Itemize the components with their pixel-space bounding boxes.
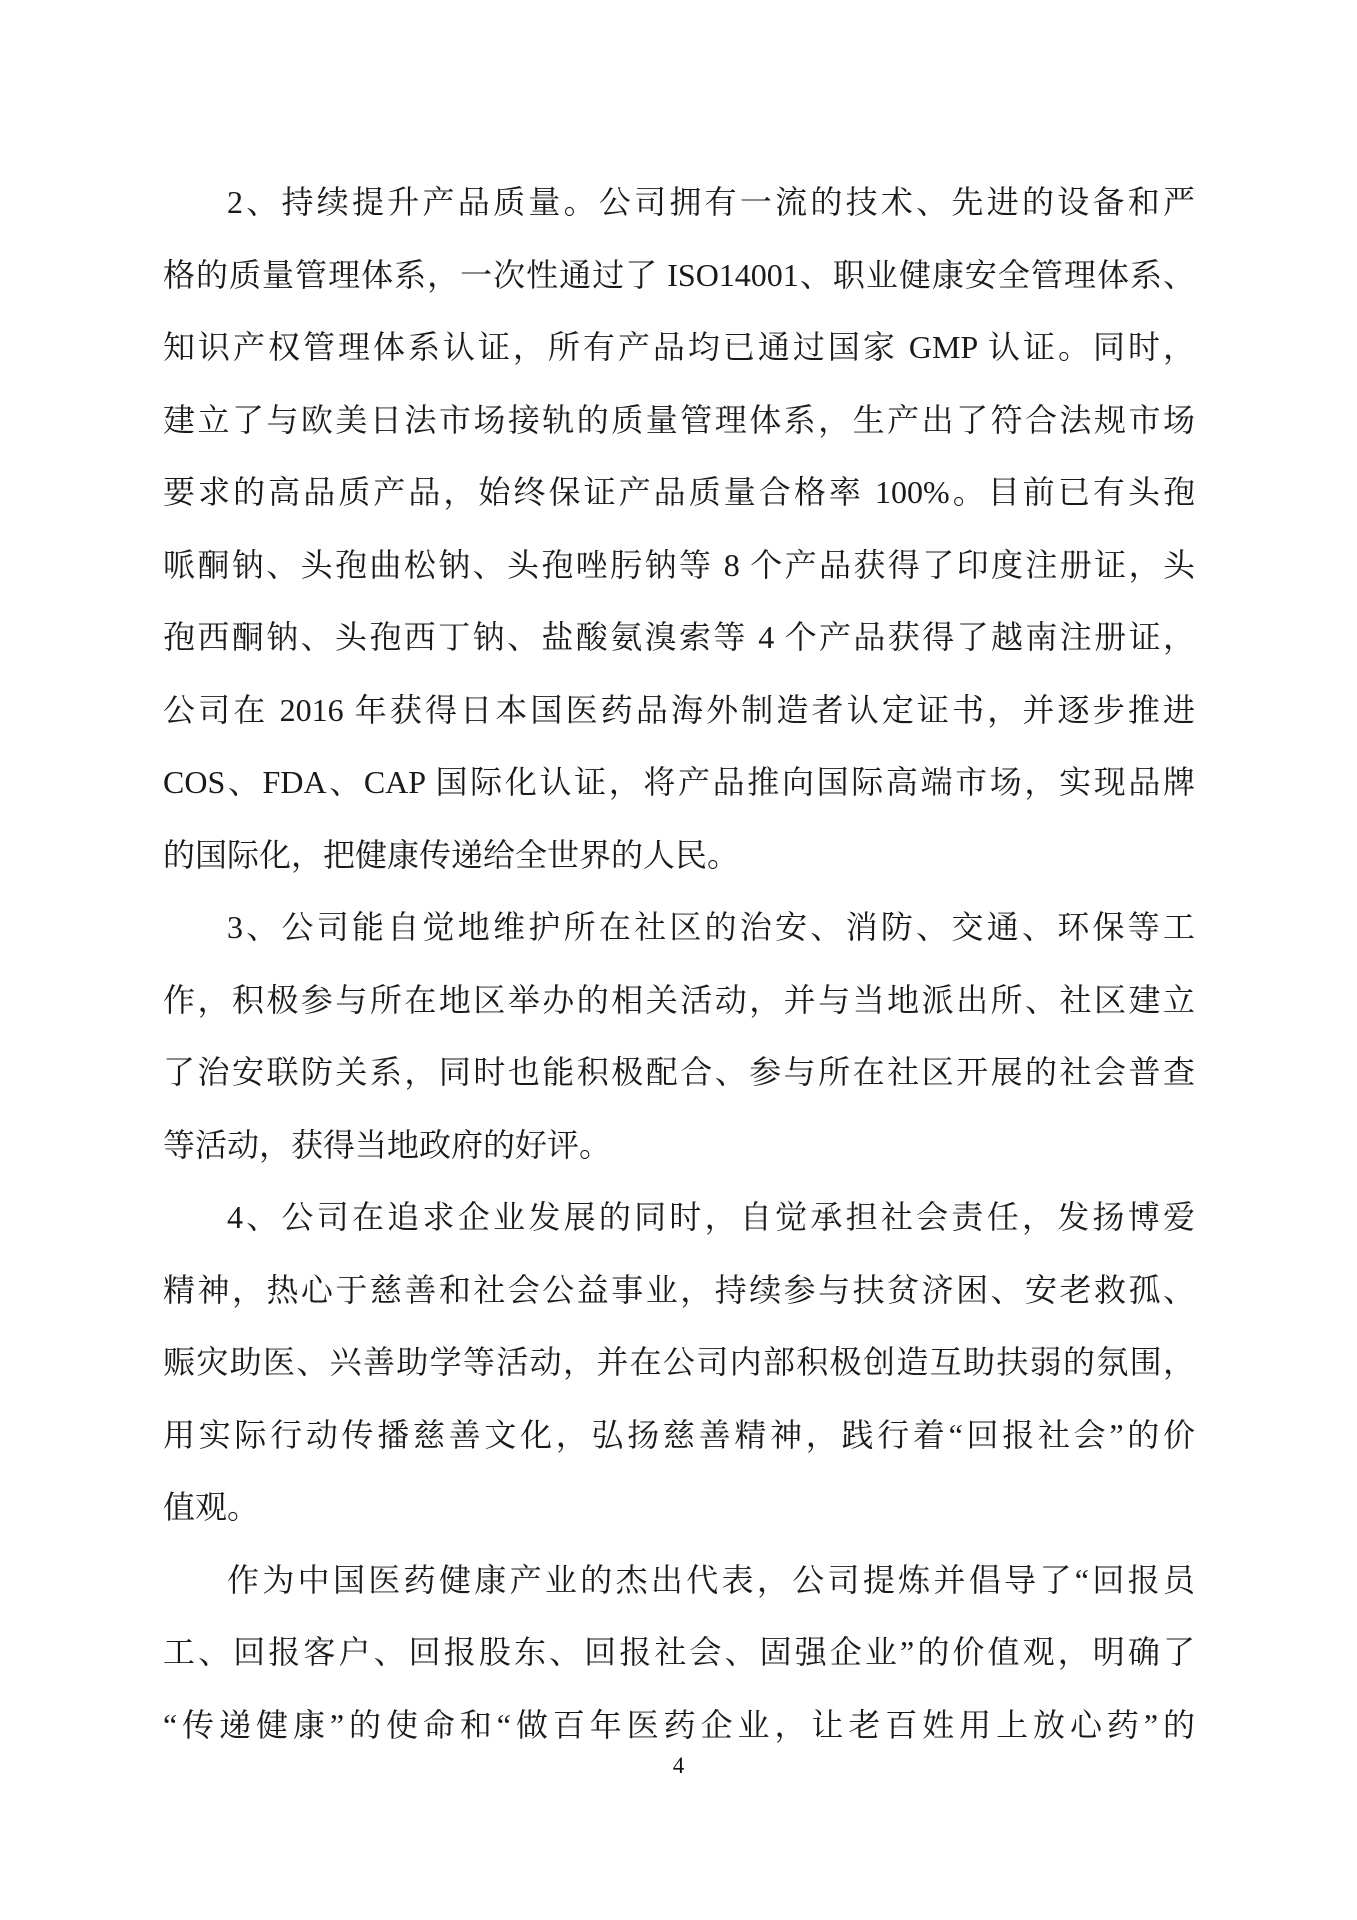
text-line: 赈灾助医、兴善助学等活动，并在公司内部积极创造互助扶弱的氛围， xyxy=(163,1344,1195,1380)
text-line: 用实际行动传播慈善文化，弘扬慈善精神，践行着“回报社会”的价 xyxy=(163,1416,1195,1453)
text-line: 作，积极参与所在地区举办的相关活动，并与当地派出所、社区建立 xyxy=(163,981,1195,1018)
text-line: 的国际化，把健康传递给全世界的人民。 xyxy=(163,836,740,873)
text-line: 知识产权管理体系认证，所有产品均已通过国家 GMP 认证。同时， xyxy=(163,329,1195,365)
text-line: 精神，热心于慈善和社会公益事业，持续参与扶贫济困、安老救孤、 xyxy=(163,1271,1195,1308)
text-line: 哌酮钠、头孢曲松钠、头孢唑肟钠等 8 个产品获得了印度注册证，头 xyxy=(163,546,1195,583)
text-line: 建立了与欧美日法市场接轨的质量管理体系，生产出了符合法规市场 xyxy=(163,401,1195,438)
page-number: 4 xyxy=(672,1753,685,1778)
text-line: 3、公司能自觉地维护所在社区的治安、消防、交通、环保等工 xyxy=(227,909,1195,945)
text-line: COS、FDA、CAP 国际化认证，将产品推向国际高端市场，实现品牌 xyxy=(163,764,1195,800)
text-line: 要求的高品质产品，始终保证产品质量合格率 100%。目前已有头孢 xyxy=(163,474,1195,510)
para-4-social-responsibility xyxy=(163,1181,1195,1544)
text-line: 等活动，获得当地政府的好评。 xyxy=(163,1126,612,1163)
text-line: 作为中国医药健康产业的杰出代表，公司提炼并倡导了“回报员 xyxy=(227,1561,1195,1598)
text-line: 2、持续提升产品质量。公司拥有一流的技术、先进的设备和严 xyxy=(227,184,1195,220)
text-line: 值观。 xyxy=(163,1489,260,1525)
para-2-product-quality xyxy=(163,166,1195,891)
document-body xyxy=(163,166,1195,1761)
text-line: 格的质量管理体系，一次性通过了 ISO14001、职业健康安全管理体系、 xyxy=(163,256,1195,293)
text-line: 孢西酮钠、头孢西丁钠、盐酸氨溴索等 4 个产品获得了越南注册证， xyxy=(163,619,1195,655)
text-line: 公司在 2016 年获得日本国医药品海外制造者认定证书，并逐步推进 xyxy=(163,691,1195,728)
text-line: 4、公司在追求企业发展的同时，自觉承担社会责任，发扬博爱 xyxy=(227,1199,1195,1235)
text-line: 工、回报客户、回报股东、回报社会、固强企业”的价值观，明确了 xyxy=(163,1634,1195,1670)
text-line: 了治安联防关系，同时也能积极配合、参与所在社区开展的社会普查 xyxy=(163,1054,1195,1090)
para-3-community xyxy=(163,891,1195,1181)
para-values xyxy=(163,1544,1195,1762)
text-line: “传递健康”的使命和“做百年医药企业，让老百姓用上放心药”的 xyxy=(163,1706,1195,1743)
